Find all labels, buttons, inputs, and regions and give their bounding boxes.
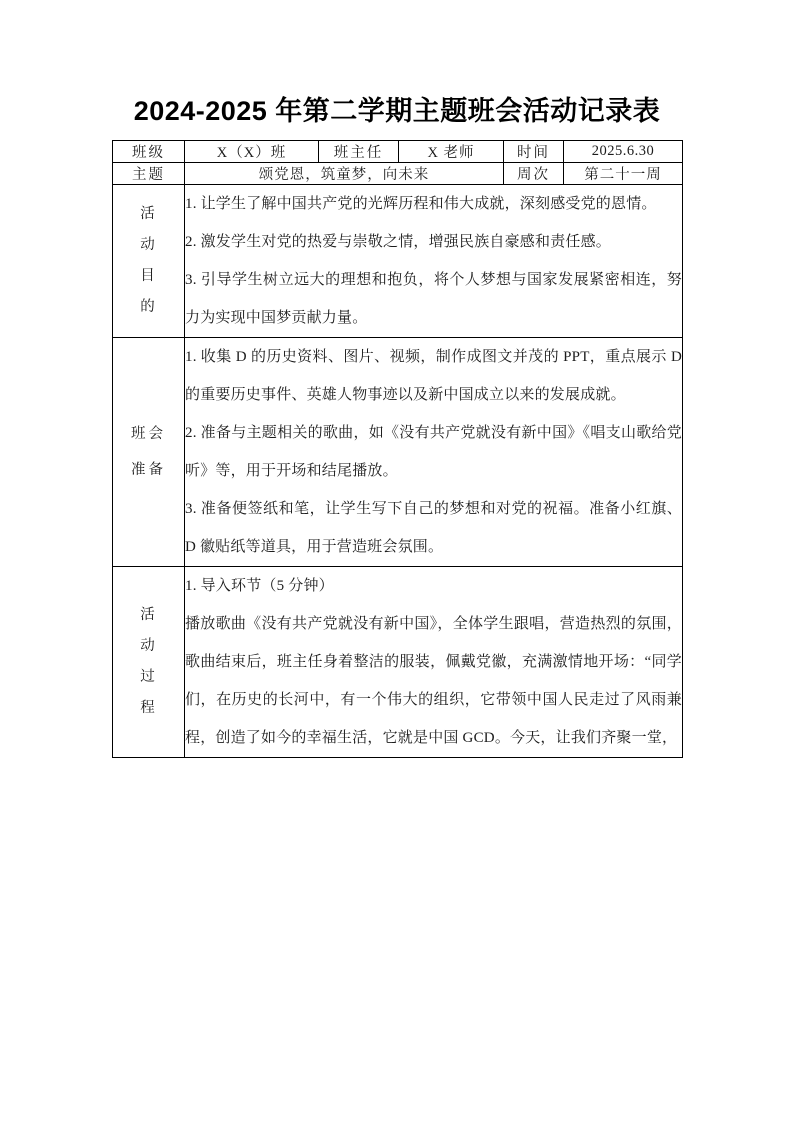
activity-record-table bbox=[112, 140, 683, 758]
activity-goals-content bbox=[185, 185, 683, 338]
page-title: 2024-2025 年第二学期主题班会活动记录表 bbox=[133, 96, 661, 126]
table-row-meeting-preparation bbox=[113, 338, 683, 567]
table-row-activity-process bbox=[113, 567, 683, 758]
activity-process-item: 播放歌曲《没有共产党就没有新中国》，全体学生跟唱，营造热烈的氛围，歌曲结束后，班主任身着整洁的服装，佩戴党徽，充满激情地开场：“同学们，在历史的长河中，有一个伟大的组织，它带领中国人民走过了风雨兼程，创造了如今的幸福生活，它就是中国 GCD。今天，让我们齐聚一堂， bbox=[185, 616, 682, 746]
activity-goals-item: 2. 激发学生对党的热爱与崇敬之情，增强民族自豪感和责任感。 bbox=[185, 234, 612, 250]
activity-goals-label-char: 活 bbox=[140, 206, 157, 222]
activity-process-label-char: 动 bbox=[140, 638, 157, 654]
activity-goals-label-char: 目 bbox=[140, 268, 157, 284]
activity-process-label-char: 程 bbox=[140, 700, 157, 716]
activity-goals-label-char: 动 bbox=[140, 237, 157, 253]
activity-process-label-char: 过 bbox=[140, 669, 157, 685]
activity-process-label-char: 活 bbox=[140, 607, 157, 623]
class-value: X（X）班 bbox=[185, 141, 319, 163]
theme-label: 主题 bbox=[113, 163, 185, 185]
activity-process-label bbox=[113, 567, 185, 758]
activity-process-item: 1. 导入环节（5 分钟） bbox=[185, 578, 334, 594]
table-row-activity-goals bbox=[113, 185, 683, 338]
week-label: 周次 bbox=[504, 163, 564, 185]
table-row-theme bbox=[113, 163, 683, 185]
activity-goals-label bbox=[113, 185, 185, 338]
class-label: 班级 bbox=[113, 141, 185, 163]
meeting-preparation-label-char: 班会 bbox=[131, 426, 166, 442]
table-row-class-info bbox=[113, 141, 683, 163]
meeting-preparation-item: 2. 准备与主题相关的歌曲，如《没有共产党就没有新中国》《唱支山歌给党听》等，用于开场和结尾播放。 bbox=[185, 425, 682, 479]
week-value: 第二十一周 bbox=[564, 163, 683, 185]
theme-value: 颂党恩，筑童梦，向未来 bbox=[185, 163, 504, 185]
time-label: 时间 bbox=[504, 141, 564, 163]
meeting-preparation-label-char: 准备 bbox=[131, 462, 166, 478]
teacher-label: 班主任 bbox=[319, 141, 399, 163]
meeting-preparation-item: 3. 准备便签纸和笔，让学生写下自己的梦想和对党的祝福。准备小红旗、D 徽贴纸等道具，用于营造班会氛围。 bbox=[185, 501, 682, 555]
activity-goals-item: 1. 让学生了解中国共产党的光辉历程和伟大成就，深刻感受党的恩情。 bbox=[185, 196, 657, 212]
teacher-value: X 老师 bbox=[399, 141, 504, 163]
meeting-preparation-item: 1. 收集 D 的历史资料、图片、视频，制作成图文并茂的 PPT，重点展示 D 的重要历史事件、英雄人物事迹以及新中国成立以来的发展成就。 bbox=[185, 349, 682, 403]
time-value: 2025.6.30 bbox=[564, 141, 683, 163]
activity-process-content bbox=[185, 567, 683, 758]
activity-goals-item: 3. 引导学生树立远大的理想和抱负，将个人梦想与国家发展紧密相连，努力为实现中国梦贡献力量。 bbox=[185, 272, 682, 326]
meeting-preparation-label bbox=[113, 338, 185, 567]
activity-goals-label-char: 的 bbox=[140, 299, 157, 315]
meeting-preparation-content bbox=[185, 338, 683, 567]
